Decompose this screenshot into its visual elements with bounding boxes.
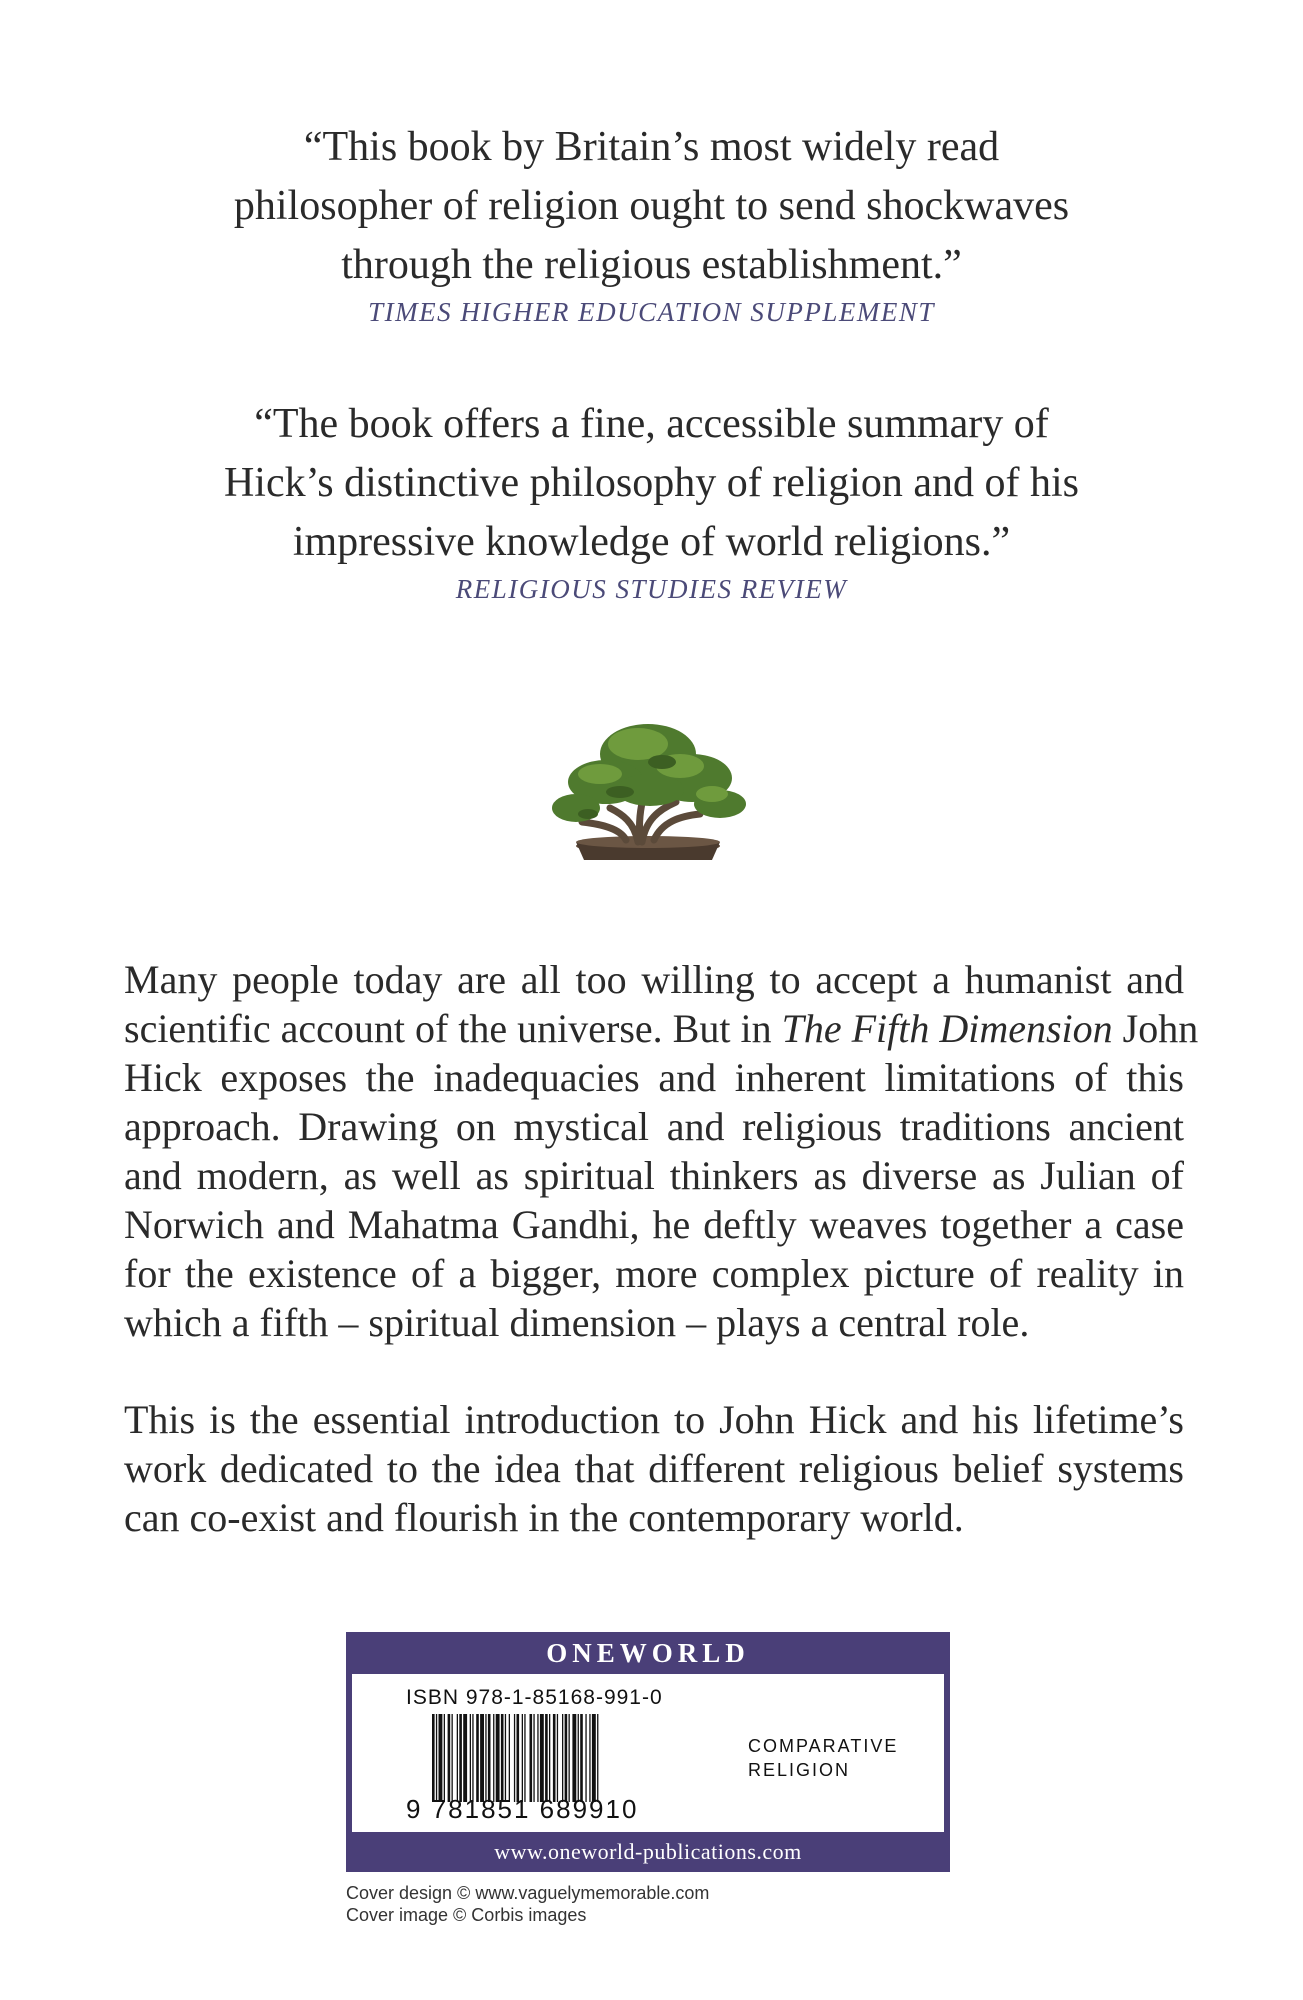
paragraph-line: This is the essential introduction to John Hick and his lifetime’s — [124, 1397, 1184, 1442]
barcode-bar — [457, 1714, 458, 1802]
category-line: COMPARATIVE — [748, 1736, 899, 1756]
barcode-bar — [597, 1714, 598, 1802]
paragraph-line: Hick exposes the inadequacies and inherent limitations of this — [124, 1055, 1184, 1100]
barcode-bar — [562, 1714, 563, 1802]
quote-line: through the religious establishment.” — [341, 242, 962, 288]
publisher-name: ONEWORLD — [546, 1638, 750, 1668]
book-title: The Fifth Dimension — [781, 1006, 1113, 1051]
paragraph-text: scientific account of the universe. But in — [124, 1006, 782, 1051]
barcode-bar — [509, 1714, 510, 1802]
barcode-bar — [501, 1714, 504, 1802]
barcode-bar — [569, 1714, 570, 1802]
barcode-bar — [565, 1714, 568, 1802]
paragraph-line: can co-exist and flourish in the contemporary world. — [124, 1495, 964, 1540]
credit-line: Cover design © www.vaguelymemorable.com — [346, 1883, 710, 1903]
category-label — [748, 1734, 898, 1782]
barcode-bar — [488, 1714, 491, 1802]
paragraph-line — [124, 1004, 1199, 1053]
quote-block-2 — [150, 395, 1153, 605]
barcode-panel — [346, 1632, 950, 1872]
barcode-bar — [514, 1714, 515, 1802]
barcode-bar — [448, 1714, 451, 1802]
barcode-bar — [524, 1714, 525, 1802]
category-line: RELIGION — [748, 1760, 851, 1780]
cover-credits — [346, 1882, 709, 1926]
barcode-bar — [549, 1714, 550, 1802]
barcode-bar — [522, 1714, 523, 1802]
paragraph-line: for the existence of a bigger, more complex picture of reality in — [124, 1251, 1184, 1296]
paragraph-line: work dedicated to the idea that different religious belief systems — [124, 1446, 1184, 1491]
quote-block-1 — [150, 118, 1153, 328]
barcode-digits: 9 781851 689910 — [406, 1794, 639, 1824]
barcode-icon — [432, 1714, 678, 1802]
barcode-bar — [432, 1714, 435, 1802]
publisher-website: www.oneworld-publications.com — [494, 1839, 802, 1864]
barcode-bar — [436, 1714, 437, 1802]
paragraph-text: John — [1112, 1006, 1199, 1051]
quote-line: Hick’s distinctive philosophy of religion and of his — [223, 460, 1080, 506]
barcode-bar — [493, 1714, 494, 1802]
barcode-bar — [472, 1714, 473, 1802]
barcode-bar — [553, 1714, 556, 1802]
barcode-bar — [545, 1714, 548, 1802]
barcode-bar — [496, 1714, 500, 1802]
isbn-label: ISBN 978-1-85168-991-0 — [406, 1686, 663, 1709]
barcode-bar — [530, 1714, 533, 1802]
quote-line: impressive knowledge of world religions.” — [292, 519, 1011, 565]
paragraph-line: Many people today are all too willing to accept a humanist and — [124, 957, 1184, 1002]
barcode-bar — [578, 1714, 579, 1802]
quote-line: philosopher of religion ought to send shockwaves — [233, 183, 1070, 229]
barcode-bar — [452, 1714, 453, 1802]
barcode-bar — [480, 1714, 484, 1802]
barcode-bar — [557, 1714, 558, 1802]
barcode-bar — [485, 1714, 486, 1802]
quote-line: “The book offers a fine, accessible summary of — [254, 401, 1049, 447]
barcode-bar — [533, 1714, 534, 1802]
barcode-bar — [463, 1714, 467, 1802]
barcode-bar — [470, 1714, 471, 1802]
barcode-bar — [580, 1714, 583, 1802]
barcode-bar — [540, 1714, 544, 1802]
description-paragraph-1 — [124, 955, 1199, 1347]
barcode-bar — [439, 1714, 443, 1802]
bonsai-tree-icon — [530, 690, 770, 870]
paragraph-line: which a fifth – spiritual dimension – plays a central role. — [124, 1300, 1030, 1345]
barcode-area — [352, 1674, 944, 1832]
barcode-bar — [444, 1714, 445, 1802]
barcode-bar — [476, 1714, 479, 1802]
description-paragraph-2 — [124, 1395, 1184, 1542]
paragraph-line: approach. Drawing on mystical and religious traditions ancient — [124, 1104, 1184, 1149]
barcode-bar — [459, 1714, 462, 1802]
barcode-bar — [537, 1714, 538, 1802]
barcode-bar — [505, 1714, 506, 1802]
credit-line: Cover image © Corbis images — [346, 1905, 587, 1925]
barcode-bar — [585, 1714, 586, 1802]
barcode-bar — [589, 1714, 590, 1802]
quote-line: “This book by Britain’s most widely read — [303, 124, 1000, 170]
barcode-bar — [572, 1714, 576, 1802]
barcode-bar — [592, 1714, 596, 1802]
quote-source: RELIGIOUS STUDIES REVIEW — [455, 574, 848, 604]
paragraph-line: and modern, as well as spiritual thinkers as diverse as Julian of — [124, 1153, 1184, 1198]
quote-source: TIMES HIGHER EDUCATION SUPPLEMENT — [368, 297, 935, 327]
barcode-bar — [517, 1714, 520, 1802]
paragraph-line: Norwich and Mahatma Gandhi, he deftly weaves together a case — [124, 1202, 1184, 1247]
